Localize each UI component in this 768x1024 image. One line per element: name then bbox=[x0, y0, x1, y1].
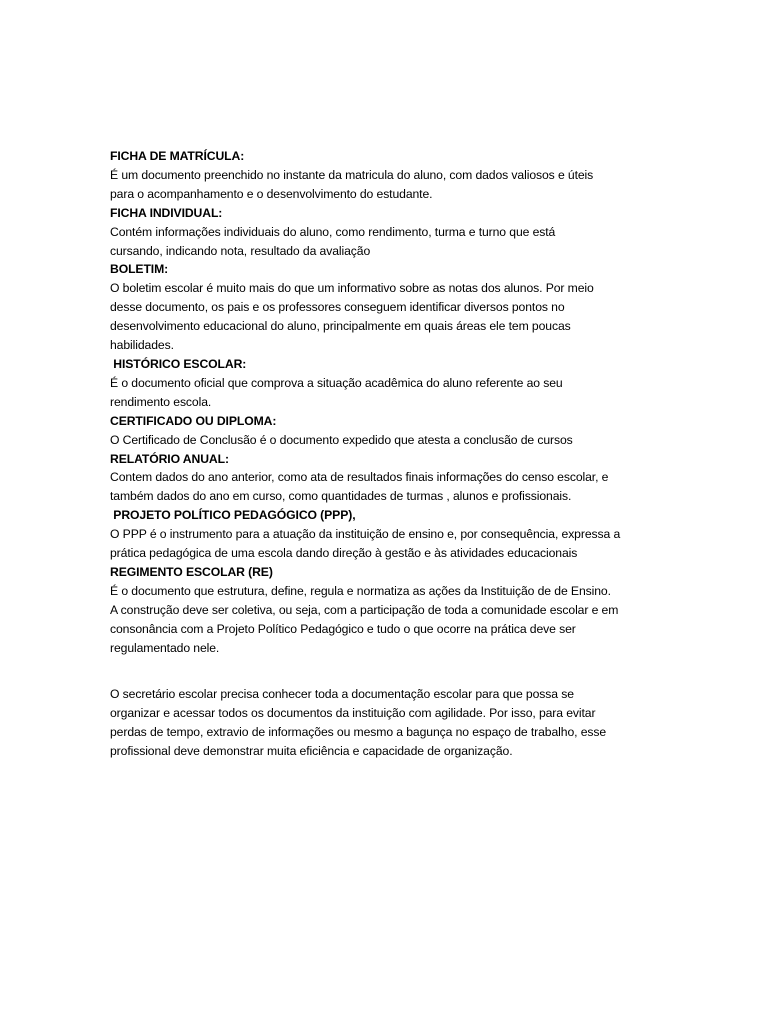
paragraph-line: prática pedagógica de uma escola dando direção à gestão e às atividades educacionais bbox=[110, 546, 578, 561]
paragraph-line: O PPP é o instrumento para a atuação da instituição de ensino e, por consequência, expressa a bbox=[110, 527, 621, 542]
section-heading: HISTÓRICO ESCOLAR: bbox=[110, 356, 247, 371]
section-relatorio-anual bbox=[110, 450, 662, 507]
paragraph-line: desenvolvimento educacional do aluno, principalmente em quais áreas ele tem poucas bbox=[110, 319, 571, 334]
paragraph-line: rendimento escola. bbox=[110, 394, 212, 409]
paragraph-line: organizar e acessar todos os documentos da instituição com agilidade. Por isso, para evitar bbox=[110, 706, 596, 721]
section-heading: BOLETIM: bbox=[110, 262, 169, 277]
paragraph-line: É o documento oficial que comprova a situação acadêmica do aluno referente ao seu bbox=[110, 375, 563, 390]
section-heading: FICHA INDIVIDUAL: bbox=[110, 205, 223, 220]
section-ficha-matricula bbox=[110, 147, 662, 204]
paragraph-line: cursando, indicando nota, resultado da avaliação bbox=[110, 243, 371, 258]
section-heading: FICHA DE MATRÍCULA: bbox=[110, 149, 245, 163]
section-certificado-diploma bbox=[110, 412, 662, 450]
paragraph-line: desse documento, os pais e os professores conseguem identificar diversos pontos no bbox=[110, 300, 565, 315]
paragraph-line: O boletim escolar é muito mais do que um informativo sobre as notas dos alunos. Por meio bbox=[110, 281, 594, 296]
paragraph-line: A construção deve ser coletiva, ou seja, com a participação de toda a comunidade escolar e em bbox=[110, 602, 619, 617]
paragraph-line: também dados do ano em curso, como quantidades de turmas , alunos e profissionais. bbox=[110, 489, 572, 504]
closing-paragraph bbox=[110, 685, 662, 761]
section-heading: RELATÓRIO ANUAL: bbox=[110, 451, 229, 466]
section-regimento-escolar bbox=[110, 563, 662, 658]
paragraph-line: profissional deve demonstrar muita eficiência e capacidade de organização. bbox=[110, 744, 513, 759]
document-body bbox=[110, 147, 662, 761]
section-projeto-politico-pedagogico bbox=[110, 506, 662, 563]
paragraph-spacer bbox=[110, 657, 662, 685]
section-heading: REGIMENTO ESCOLAR (RE) bbox=[110, 564, 273, 579]
paragraph-line: regulamentado nele. bbox=[110, 640, 220, 655]
paragraph-line: consonância com a Projeto Político Pedagógico e tudo o que ocorre na prática deve ser bbox=[110, 621, 576, 636]
paragraph-line: É o documento que estrutura, define, regula e normatiza as ações da Instituição de de Ensino. bbox=[110, 583, 611, 598]
paragraph-line: Contem dados do ano anterior, como ata de resultados finais informações do censo escolar, e bbox=[110, 470, 609, 485]
section-boletim bbox=[110, 260, 662, 355]
paragraph-line: para o acompanhamento e o desenvolvimento do estudante. bbox=[110, 186, 433, 201]
paragraph-line: perdas de tempo, extravio de informações ou mesmo a bagunça no espaço de trabalho, esse bbox=[110, 725, 607, 740]
paragraph-line: O Certificado de Conclusão é o documento expedido que atesta a conclusão de cursos bbox=[110, 432, 573, 447]
paragraph-line: habilidades. bbox=[110, 338, 174, 353]
section-historico-escolar bbox=[110, 355, 662, 412]
section-heading: PROJETO POLÍTICO PEDAGÓGICO (PPP), bbox=[110, 508, 356, 523]
paragraph-line: É um documento preenchido no instante da matricula do aluno, com dados valiosos e úteis bbox=[110, 167, 594, 182]
section-ficha-individual bbox=[110, 204, 662, 261]
paragraph-line: O secretário escolar precisa conhecer toda a documentação escolar para que possa se bbox=[110, 687, 574, 702]
paragraph-line: Contém informações individuais do aluno, como rendimento, turma e turno que está bbox=[110, 224, 556, 239]
section-heading: CERTIFICADO OU DIPLOMA: bbox=[110, 413, 277, 428]
